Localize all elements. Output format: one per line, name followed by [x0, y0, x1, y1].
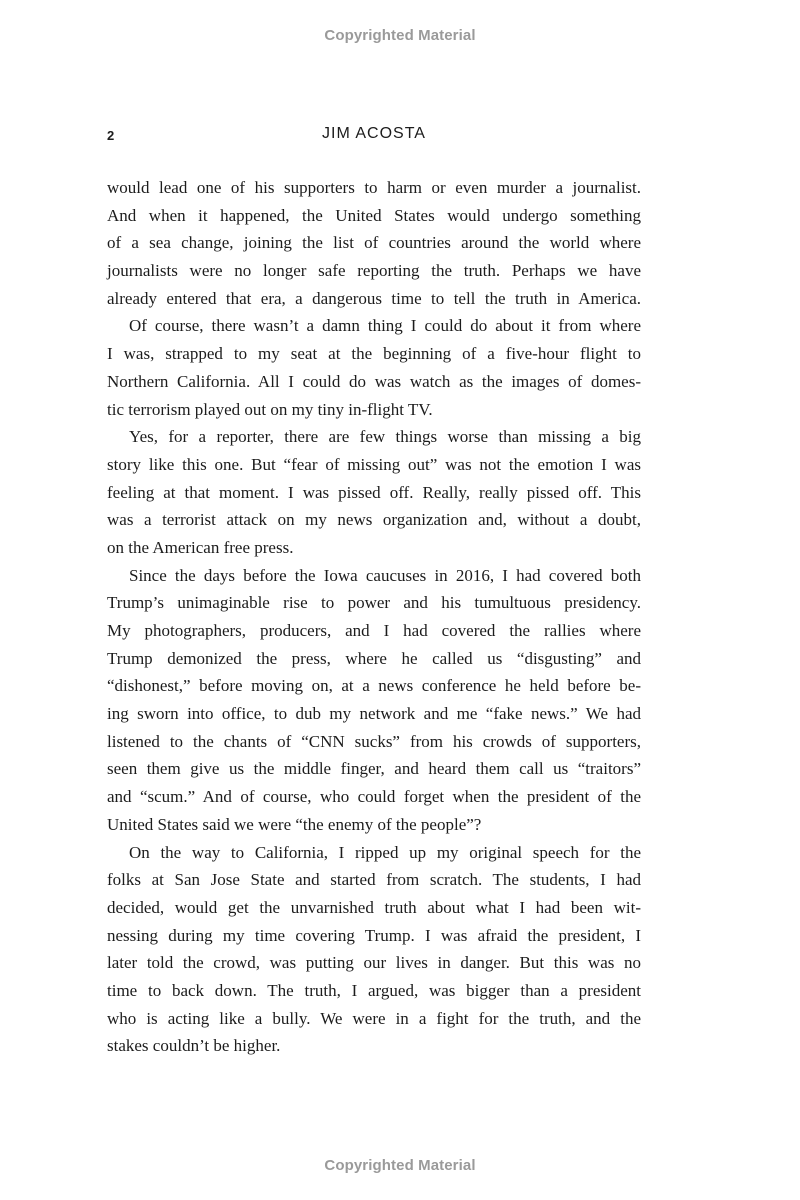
text-line: seen them give us the middle finger, and heard them call us “traitors” [107, 759, 641, 779]
text-line: already entered that era, a dangerous time to tell the truth in America. [107, 288, 641, 308]
page-number: 2 [107, 128, 115, 143]
text-line: of a sea change, joining the list of countries around the world where [107, 233, 641, 253]
text-line: would lead one of his supporters to harm or even murder a journalist. [107, 178, 641, 197]
text-line: Northern California. All I could do was watch as the images of domes- [107, 371, 641, 391]
text-line: was a terrorist attack on my news organization and, without a doubt, [107, 510, 641, 530]
text-line: Of course, there wasn’t a damn thing I could do about it from where [129, 316, 641, 336]
text-line: time to back down. The truth, I argued, was bigger than a president [107, 980, 641, 1000]
text-line: on the American free press. [107, 537, 294, 557]
text-line: Yes, for a reporter, there are few things worse than missing a big [129, 427, 641, 447]
text-line: later told the crowd, was putting our lives in danger. But this was no [107, 953, 641, 973]
text-line: and “scum.” And of course, who could forget when the president of the [107, 787, 641, 807]
text-line: decided, would get the unvarnished truth about what I had been wit- [107, 897, 641, 917]
text-line: I was, strapped to my seat at the beginning of a five-hour flight to [107, 344, 641, 364]
text-line: My photographers, producers, and I had covered the rallies where [107, 621, 641, 640]
text-line: feeling at that moment. I was pissed off. Really, really pissed off. This [107, 482, 641, 502]
text-line: folks at San Jose State and started from scratch. The students, I had [107, 870, 641, 890]
text-line: journalists were no longer safe reporting the truth. Perhaps we have [107, 261, 641, 281]
text-line: stakes couldn’t be higher. [107, 1036, 281, 1056]
running-head-author: JIM ACOSTA [322, 125, 426, 142]
text-line: On the way to California, I ripped up my original speech for the [129, 842, 641, 862]
copyright-watermark-bottom: Copyrighted Material [324, 1157, 476, 1174]
text-line: Trump demonized the press, where he called us “disgusting” and [107, 648, 641, 668]
text-line: And when it happened, the United States would undergo something [107, 205, 641, 225]
running-head [107, 125, 641, 149]
text-line: tic terrorism played out on my tiny in-flight TV. [107, 399, 433, 419]
text-line: Trump’s unimaginable rise to power and his tumultuous presidency. [107, 593, 641, 613]
text-line: nessing during my time covering Trump. I was afraid the president, I [107, 925, 641, 945]
text-line: “dishonest,” before moving on, at a news conference he held before be- [107, 676, 641, 696]
text-line: story like this one. But “fear of missing out” was not the emotion I was [107, 454, 641, 474]
text-line: who is acting like a bully. We were in a fight for the truth, and the [107, 1008, 641, 1028]
text-line: United States said we were “the enemy of the people”? [107, 814, 482, 834]
body-text [107, 174, 641, 1060]
copyright-watermark-top: Copyrighted Material [324, 27, 476, 44]
text-line: Since the days before the Iowa caucuses in 2016, I had covered both [129, 565, 641, 585]
text-line: ing sworn into office, to dub my network and me “fake news.” We had [107, 704, 641, 724]
text-line: listened to the chants of “CNN sucks” from his crowds of supporters, [107, 731, 641, 751]
